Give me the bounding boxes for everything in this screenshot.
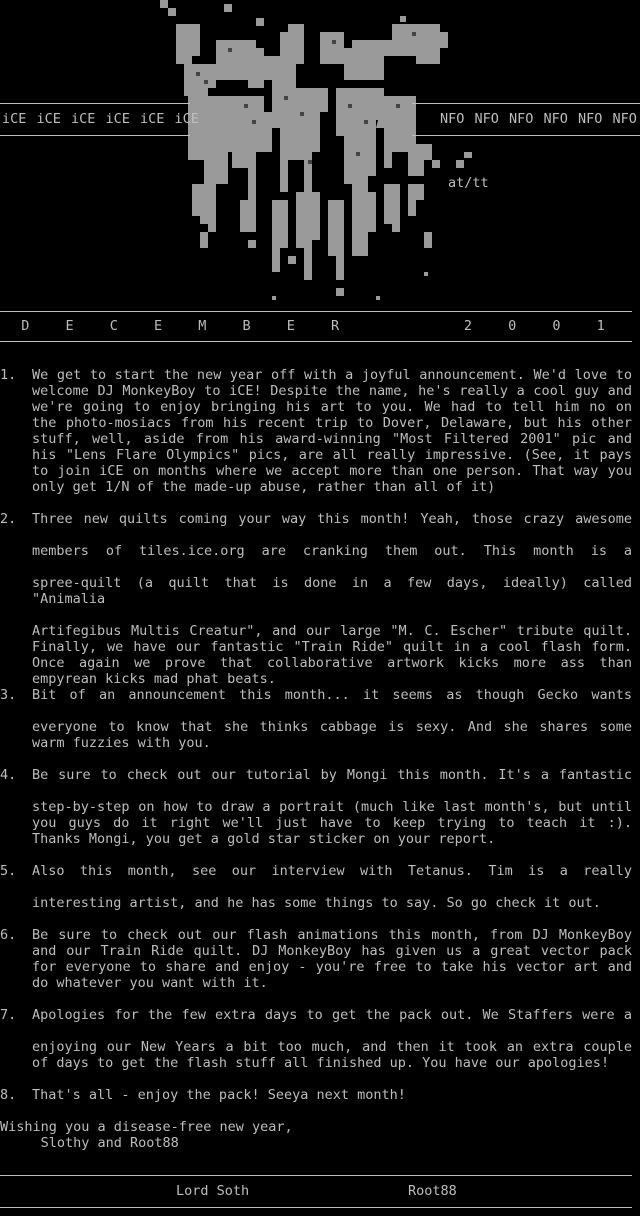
banner-right-top-rule: [412, 103, 640, 104]
item-text: Bit of an announcement this month... it seems as though Gecko wants: [32, 687, 632, 703]
item-text: We get to start the new year off with a joyful announcement. We'd love to welcome DJ MonkeyBoy to iCE! Despite the name, he's really a cool guy and we're going to enjoy bringing his art to you. We had to tell him no on the photo-mosiacs from his recent trip to Dover, Delaware, but his other stuff, well, aside from his award-winning "Most Filtered 2001" pic and his "Lens Flare Olympics" pics, are all really impressive. (See, it pays to join iCE on months where we accept more than one person. That way you only get 1/N of the made-up abuse, rather than all of it): [32, 367, 632, 495]
logo-credit: at/tt: [448, 175, 489, 191]
item-text: members of tiles.ice.org are cranking them out. This month is a: [32, 543, 632, 559]
item-text: Three new quilts coming your way this month! Yeah, those crazy awesome: [32, 511, 632, 527]
banner-right-bottom-rule: [412, 135, 640, 136]
item-number: 4.: [0, 767, 17, 783]
month-heading: D E C E M B E R 2 0 0 1: [21, 318, 619, 334]
month-bottom-rule: [0, 341, 632, 342]
month-top-rule: [0, 311, 632, 312]
ice-logo-icon: [0, 0, 640, 310]
item-number: 1.: [0, 367, 17, 383]
banner-left-top-rule: [0, 103, 190, 104]
item-text: interesting artist, and he has some things to say. So go check it out.: [32, 895, 601, 911]
item-text: everyone to know that she thinks cabbage is sexy. And she shares some warm fuzzies with you.: [32, 719, 632, 751]
item-number: 7.: [0, 1007, 17, 1023]
closing-signature: Slothy and Root88: [0, 1135, 179, 1151]
closing-line: Wishing you a disease-free new year,: [0, 1119, 293, 1135]
banner-left-bottom-rule: [0, 135, 190, 136]
item-text: enjoying our New Years a bit too much, and then it took an extra couple of days to get the flash stuff all finished up. You have our apologies!: [32, 1039, 632, 1071]
item-text: step-by-step on how to draw a portrait (much like last month's, but until you guys do it right we'll just have to keep trying to teach it :). Thanks Mongi, you get a gold star sticker on your report.: [32, 799, 632, 847]
footer-credit-left: Lord Soth: [176, 1183, 250, 1199]
item-number: 2.: [0, 511, 17, 527]
footer-bottom-rule: [0, 1207, 632, 1208]
item-number: 8.: [0, 1087, 17, 1103]
item-text: That's all - enjoy the pack! Seeya next month!: [32, 1087, 406, 1103]
item-number: 3.: [0, 687, 17, 703]
item-text: Apologies for the few extra days to get the pack out. We Staffers were a: [32, 1007, 632, 1023]
item-number: 6.: [0, 927, 17, 943]
item-text: Also this month, see our interview with Tetanus. Tim is a really: [32, 863, 632, 879]
footer-top-rule: [0, 1175, 632, 1176]
item-text: spree-quilt (a quilt that is done in a few days, ideally) called "Animalia: [32, 575, 632, 607]
right-banner: NFO NFO NFO NFO NFO NFO: [440, 111, 637, 127]
left-banner: iCE iCE iCE iCE iCE iCE: [2, 111, 199, 127]
footer-credit-right: Root88: [408, 1183, 457, 1199]
item-text: Be sure to check out our flash animations this month, from DJ MonkeyBoy and our Train Ride quilt. DJ MonkeyBoy has given us a great vector pack for everyone to share and enjoy - you're free to take his vector art and do whatever you want with it.: [32, 927, 632, 991]
item-text: Be sure to check out our tutorial by Mongi this month. It's a fantastic: [32, 767, 632, 783]
item-number: 5.: [0, 863, 17, 879]
item-text: Artifegibus Multis Creatur", and our large "M. C. Escher" tribute quilt. Finally, we have our fantastic "Train Ride" quilt in a cool flash form. Once again we prove that collaborative artwork kicks more ass than empyrean kicks mad phat beats.: [32, 623, 632, 687]
